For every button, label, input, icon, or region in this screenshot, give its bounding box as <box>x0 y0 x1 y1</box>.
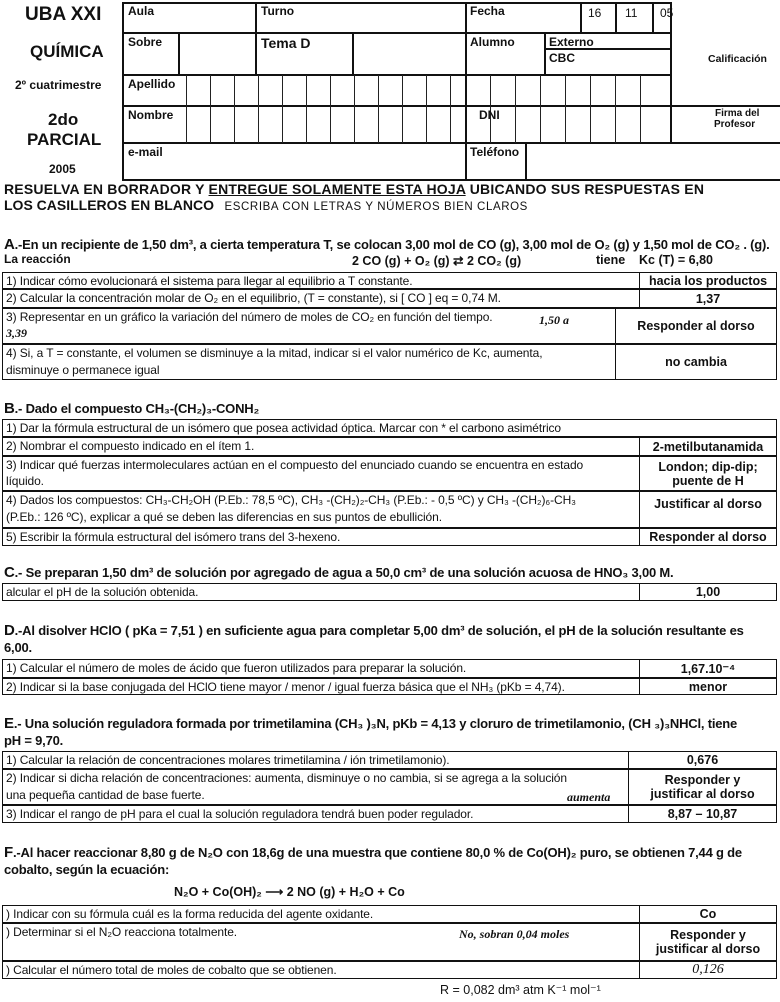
answer-box: 2-metilbutanamida <box>639 438 776 455</box>
question-row-a4: 4) Si, a T = constante, el volumen se disminuye a la mitad, indicar si el valor numérico de Kc, aumenta, disminuye o permanece igual no cambia <box>2 344 777 380</box>
apellido-label: Apellido <box>128 77 176 91</box>
answer-box: 1,00 <box>639 584 776 600</box>
answer-box: Justificar al dorso <box>639 492 776 527</box>
answer-box: Co <box>639 906 776 922</box>
exam-type-line1: 2do <box>48 110 79 129</box>
nombre-label: Nombre <box>128 108 174 122</box>
dni-label: DNI <box>479 108 500 122</box>
question-row-f2: ) Determinar si el N₂O reacciona totalmente. No, sobran 0,04 moles Responder y justificar al dorso <box>2 923 777 961</box>
answer-box: Responder al dorso <box>639 529 776 545</box>
question-row-b4: 4) Dados los compuestos: CH₃-CH₂OH (P.Eb.: 78,5 ºC), CH₃ -(CH₂)₂-CH₃ (P.Eb.: - 0,5 ºC) y CH₃ -(CH₂)₆-CH₃ (P.Eb.: 126 ºC), explicar a qué se deben las diferencias en sus puntos de ebullición. Justificar al dorso <box>2 491 777 528</box>
reaction-label: La reacción <box>4 252 71 266</box>
institution-name: UBA XXI <box>25 4 102 25</box>
externo-label: Externo <box>549 35 594 49</box>
question-row-b5: 5) Escribir la fórmula estructural del isómero trans del 3-hexeno. Responder al dorso <box>2 528 777 546</box>
answer-box: hacia los productos <box>639 273 776 288</box>
firma-label-1: Firma del <box>715 108 760 119</box>
question-row-e1: 1) Calcular la relación de concentraciones molares trimetilamina / ión trimetilamonio). 0,676 <box>2 751 777 769</box>
aula-label: Aula <box>128 4 155 18</box>
tema-label: Tema D <box>261 35 311 51</box>
answer-box: 0,126 <box>639 962 776 978</box>
question-row-b1: 1) Dar la fórmula estructural de un isómero que posea actividad óptica. Marcar con * el carbono asimétrico <box>2 419 777 437</box>
question-row-d1: 1) Calcular el número de moles de ácido que fueron utilizados para preparar la solución. 1,67.10⁻⁴ <box>2 659 777 678</box>
answer-box: 1,37 <box>639 290 776 307</box>
question-row-b3: 3) Indicar qué fuerzas intermoleculares actúan en el compuesto del enunciado cuando se encuentra en estado líquido. London; dip-dip; puente de H <box>2 456 777 491</box>
sobre-label: Sobre <box>128 35 163 49</box>
firma-label-2: Profesor <box>714 119 756 130</box>
telefono-label: Teléfono <box>470 145 520 159</box>
calificacion-label: Calificación <box>708 53 767 65</box>
email-label: e-mail <box>128 145 163 159</box>
answer-box: 0,676 <box>628 752 776 768</box>
answer-box: 1,67.10⁻⁴ <box>639 660 776 677</box>
answer-box: menor <box>639 679 776 694</box>
question-row-d2: 2) Indicar si la base conjugada del HClO tiene mayor / menor / igual fuerza básica que el NH₃ (pKb = 4,74). menor <box>2 678 777 695</box>
exam-year: 2005 <box>49 162 76 176</box>
gas-constant: R = 0,082 dm³ atm K⁻¹ mol⁻¹ <box>440 983 601 997</box>
question-row-e3: 3) Indicar el rango de pH para el cual la solución reguladora tendrá buen poder regulador. 8,87 – 10,87 <box>2 805 777 823</box>
term-label: 2º cuatrimestre <box>15 78 102 92</box>
fecha-day: 16 <box>588 6 602 20</box>
reaction-equation: 2 CO (g) + O₂ (g) ⇄ 2 CO₂ (g) <box>352 254 522 268</box>
kc-value: Kc (T) = 6,80 <box>639 253 713 267</box>
fecha-year: 05 <box>660 6 674 20</box>
question-row-b2: 2) Nombrar el compuesto indicado en el ítem 1. 2-metilbutanamida <box>2 437 777 456</box>
answer-box: Responder y justificar al dorso <box>639 924 776 960</box>
question-row-f1: ) Indicar con su fórmula cuál es la forma reducida del agente oxidante. Co <box>2 905 777 923</box>
subject-name: QUÍMICA <box>30 42 104 61</box>
instructions-line2: LOS CASILLEROS EN BLANCO ESCRIBA CON LETRAS Y NÚMEROS BIEN CLAROS <box>4 197 528 213</box>
answer-box: Responder al dorso <box>615 309 776 343</box>
turno-label: Turno <box>261 4 295 18</box>
alumno-label: Alumno <box>470 35 515 49</box>
answer-box: London; dip-dip; puente de H <box>639 457 776 490</box>
fecha-month: 11 <box>625 6 638 20</box>
reaction-equation-f: N₂O + Co(OH)₂ ⟶ 2 NO (g) + H₂O + Co <box>174 885 405 899</box>
question-row-a2: 2) Calcular la concentración molar de O₂ en el equilibrio, (T = constante), si [ CO ] eq = 0,74 M. 1,37 <box>2 289 777 308</box>
tiene-label: tiene <box>596 253 626 267</box>
cbc-label: CBC <box>549 51 575 65</box>
exam-type-line2: PARCIAL <box>27 130 102 149</box>
question-row-a3: 3) Representar en un gráfico la variación del número de moles de CO₂ en función del tiempo. 1,50 a 3,39 Responder al dorso <box>2 308 777 344</box>
question-row-a1: 1) Indicar cómo evolucionará el sistema para llegar al equilibrio a T constante. hacia los productos <box>2 272 777 289</box>
question-row-f3: ) Calcular el número total de moles de cobalto que se obtienen. 0,126 <box>2 961 777 979</box>
question-row-e2: 2) Indicar si dicha relación de concentraciones: aumenta, disminuye o no cambia, si se agrega a la solución una pequeña cantidad de base fuerte. aumenta Responder y justificar al dorso <box>2 769 777 805</box>
instructions-line1: RESUELVA EN BORRADOR Y ENTREGUE SOLAMENTE ESTA HOJA UBICANDO SUS RESPUESTAS EN <box>4 181 705 197</box>
fecha-label: Fecha <box>470 4 505 18</box>
answer-box: Responder y justificar al dorso <box>628 770 776 804</box>
answer-box: 8,87 – 10,87 <box>628 806 776 822</box>
answer-box: no cambia <box>615 345 776 379</box>
question-row-c1: alcular el pH de la solución obtenida. 1,00 <box>2 583 777 601</box>
